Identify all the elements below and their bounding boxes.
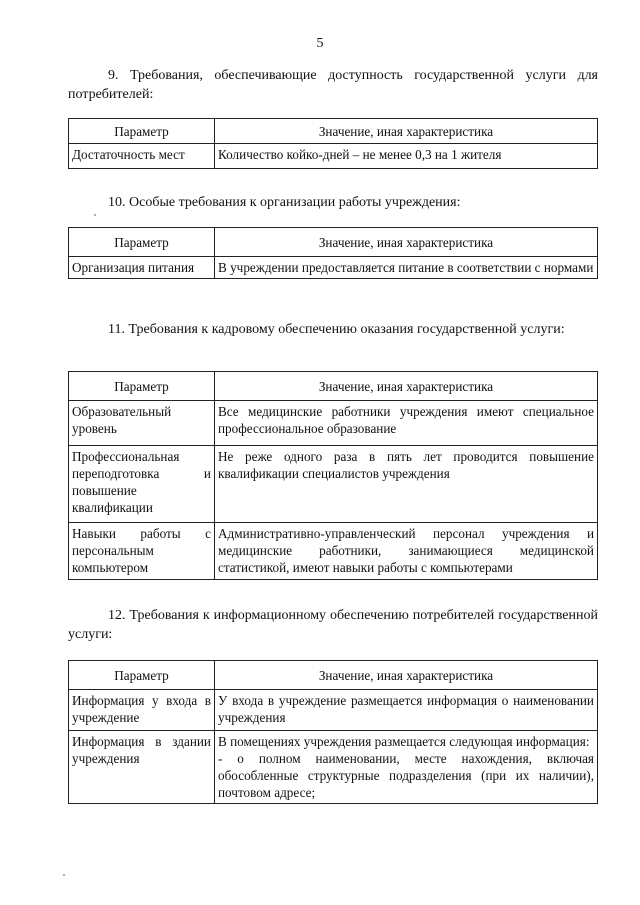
section-9-table [68,118,598,169]
row-param: Информация у входа в учреждение [69,690,215,731]
row-value: У входа в учреждение размещается информация о наименовании учреждения [215,690,598,731]
table-header-row [69,228,598,257]
header-param: Параметр [69,372,215,401]
section-11-table [68,371,598,580]
row-value: Все медицинские работники учреждения имеют специальное профессиональное образование [215,401,598,446]
header-param: Параметр [69,661,215,690]
table-row [69,257,598,279]
header-param: Параметр [69,119,215,144]
row-param: Навыки работы с персональным компьютером [69,523,215,580]
header-value: Значение, иная характеристика [215,228,598,257]
header-value: Значение, иная характеристика [215,372,598,401]
table-row [69,523,598,580]
row-param: Профессиональная переподготовка и повышение квалификации [69,446,215,523]
section-10-table [68,227,598,279]
table-row [69,144,598,169]
row-value: Административно-управленческий персонал учреждения и медицинские работники, занимающиеся медицинской статистикой, имеют навыки работы с компьютерами [215,523,598,580]
scan-speck [94,214,96,216]
table-row [69,401,598,446]
section-10-title: 10. Особые требования к организации работы учреждения: [108,195,461,210]
scan-speck [63,874,65,876]
row-param: Достаточность мест [69,144,215,169]
section-9-title: 9. Требования, обеспечивающие доступность государственной услуги для потребителей: [68,68,598,102]
table-row [69,690,598,731]
row-param: Организация питания [69,257,215,279]
row-value: В учреждении предоставляется питание в соответствии с нормами [215,257,598,279]
table-row [69,446,598,523]
table-row [69,731,598,804]
table-header-row [69,661,598,690]
row-value: Количество койко-дней – не менее 0,3 на 1 жителя [215,144,598,169]
page-number: 5 [316,36,324,51]
header-param: Параметр [69,228,215,257]
table-header-row [69,372,598,401]
row-value: В помещениях учреждения размещается следующая информация: - о полном наименовании, месте нахождения, включая обособленные структурные подразделения (при их наличии), почтовом адресе; [215,731,598,804]
row-param: Информация в здании учреждения [69,731,215,804]
header-value: Значение, иная характеристика [215,119,598,144]
header-value: Значение, иная характеристика [215,661,598,690]
row-value: Не реже одного раза в пять лет проводится повышение квалификации специалистов учреждения [215,446,598,523]
table-header-row [69,119,598,144]
section-12-title: 12. Требования к информационному обеспечению потребителей государственной услуги: [68,608,598,642]
section-12-table [68,660,598,804]
section-11-title: 11. Требования к кадровому обеспечению оказания государственной услуги: [108,322,565,337]
row-param: Образовательный уровень [69,401,215,446]
